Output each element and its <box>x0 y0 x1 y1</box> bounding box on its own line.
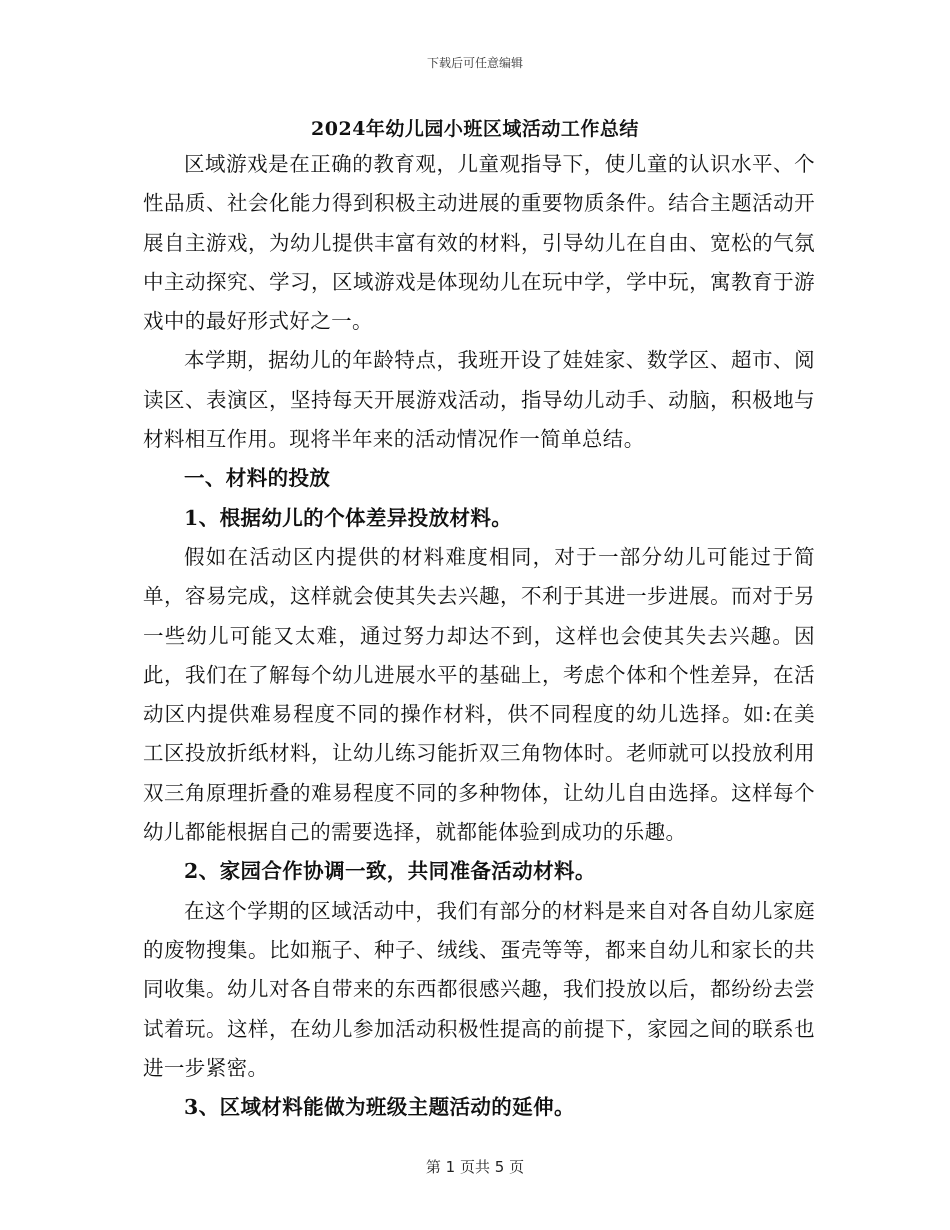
document-body <box>143 145 815 1127</box>
subsection-paragraph-1: 假如在活动区内提供的材料难度相同，对于一部分幼儿可能过于简单，容易完成，这样就会使其失去兴趣，不利于其进一步进展。而对于另一些幼儿可能又太难，通过努力却达不到，这样也会使其失去兴趣。因此，我们在了解每个幼儿进展水平的基础上，考虑个体和个性差异，在活动区内提供难易程度不同的操作材料，供不同程度的幼儿选择。如:在美工区投放折纸材料，让幼儿练习能折双三角物体时。老师就可以投放利用双三角原理折叠的难易程度不同的多种物体，让幼儿自由选择。这样每个幼儿都能根据自己的需要选择，就都能体验到成功的乐趣。 <box>143 544 815 845</box>
intro-paragraph-1: 区域游戏是在正确的教育观，儿童观指导下，使儿童的认识水平、个性品质、社会化能力得到积极主动进展的重要物质条件。结合主题活动开展自主游戏，为幼儿提供丰富有效的材料，引导幼儿在自由、宽松的气氛中主动探究、学习，区域游戏是体现幼儿在玩中学，学中玩，寓教育于游戏中的最好形式好之一。 <box>143 152 815 334</box>
page-header: 下载后可任意编辑 <box>426 56 523 70</box>
intro-paragraph-2: 本学期，据幼儿的年龄特点，我班开设了娃娃家、数学区、超市、阅读区、表演区，坚持每天开展游戏活动，指导幼儿动手、动脑，积极地与材料相互作用。现将半年来的活动情况作一简单总结。 <box>143 348 815 452</box>
section-heading-materials: 一、材料的投放 <box>184 466 331 491</box>
subsection-heading-3: 3、区域材料能做为班级主题活动的延伸。 <box>184 1095 575 1120</box>
page-footer: 第 1 页共 5 页 <box>425 1158 525 1176</box>
subsection-paragraph-2: 在这个学期的区域活动中，我们有部分的材料是来自对各自幼儿家庭的废物搜集。比如瓶子、种子、绒线、蛋壳等等，都来自幼儿和家长的共同收集。幼儿对各自带来的东西都很感兴趣，我们投放以后，都纷纷去尝试着玩。这样，在幼儿参加活动积极性提高的前提下，家园之间的联系也进一步紧密。 <box>143 898 815 1080</box>
subsection-heading-1: 1、根据幼儿的个体差异投放材料。 <box>184 505 513 530</box>
document-title: 2024年幼儿园小班区域活动工作总结 <box>311 118 639 140</box>
subsection-heading-2: 2、家园合作协调一致，共同准备活动材料。 <box>184 859 596 884</box>
